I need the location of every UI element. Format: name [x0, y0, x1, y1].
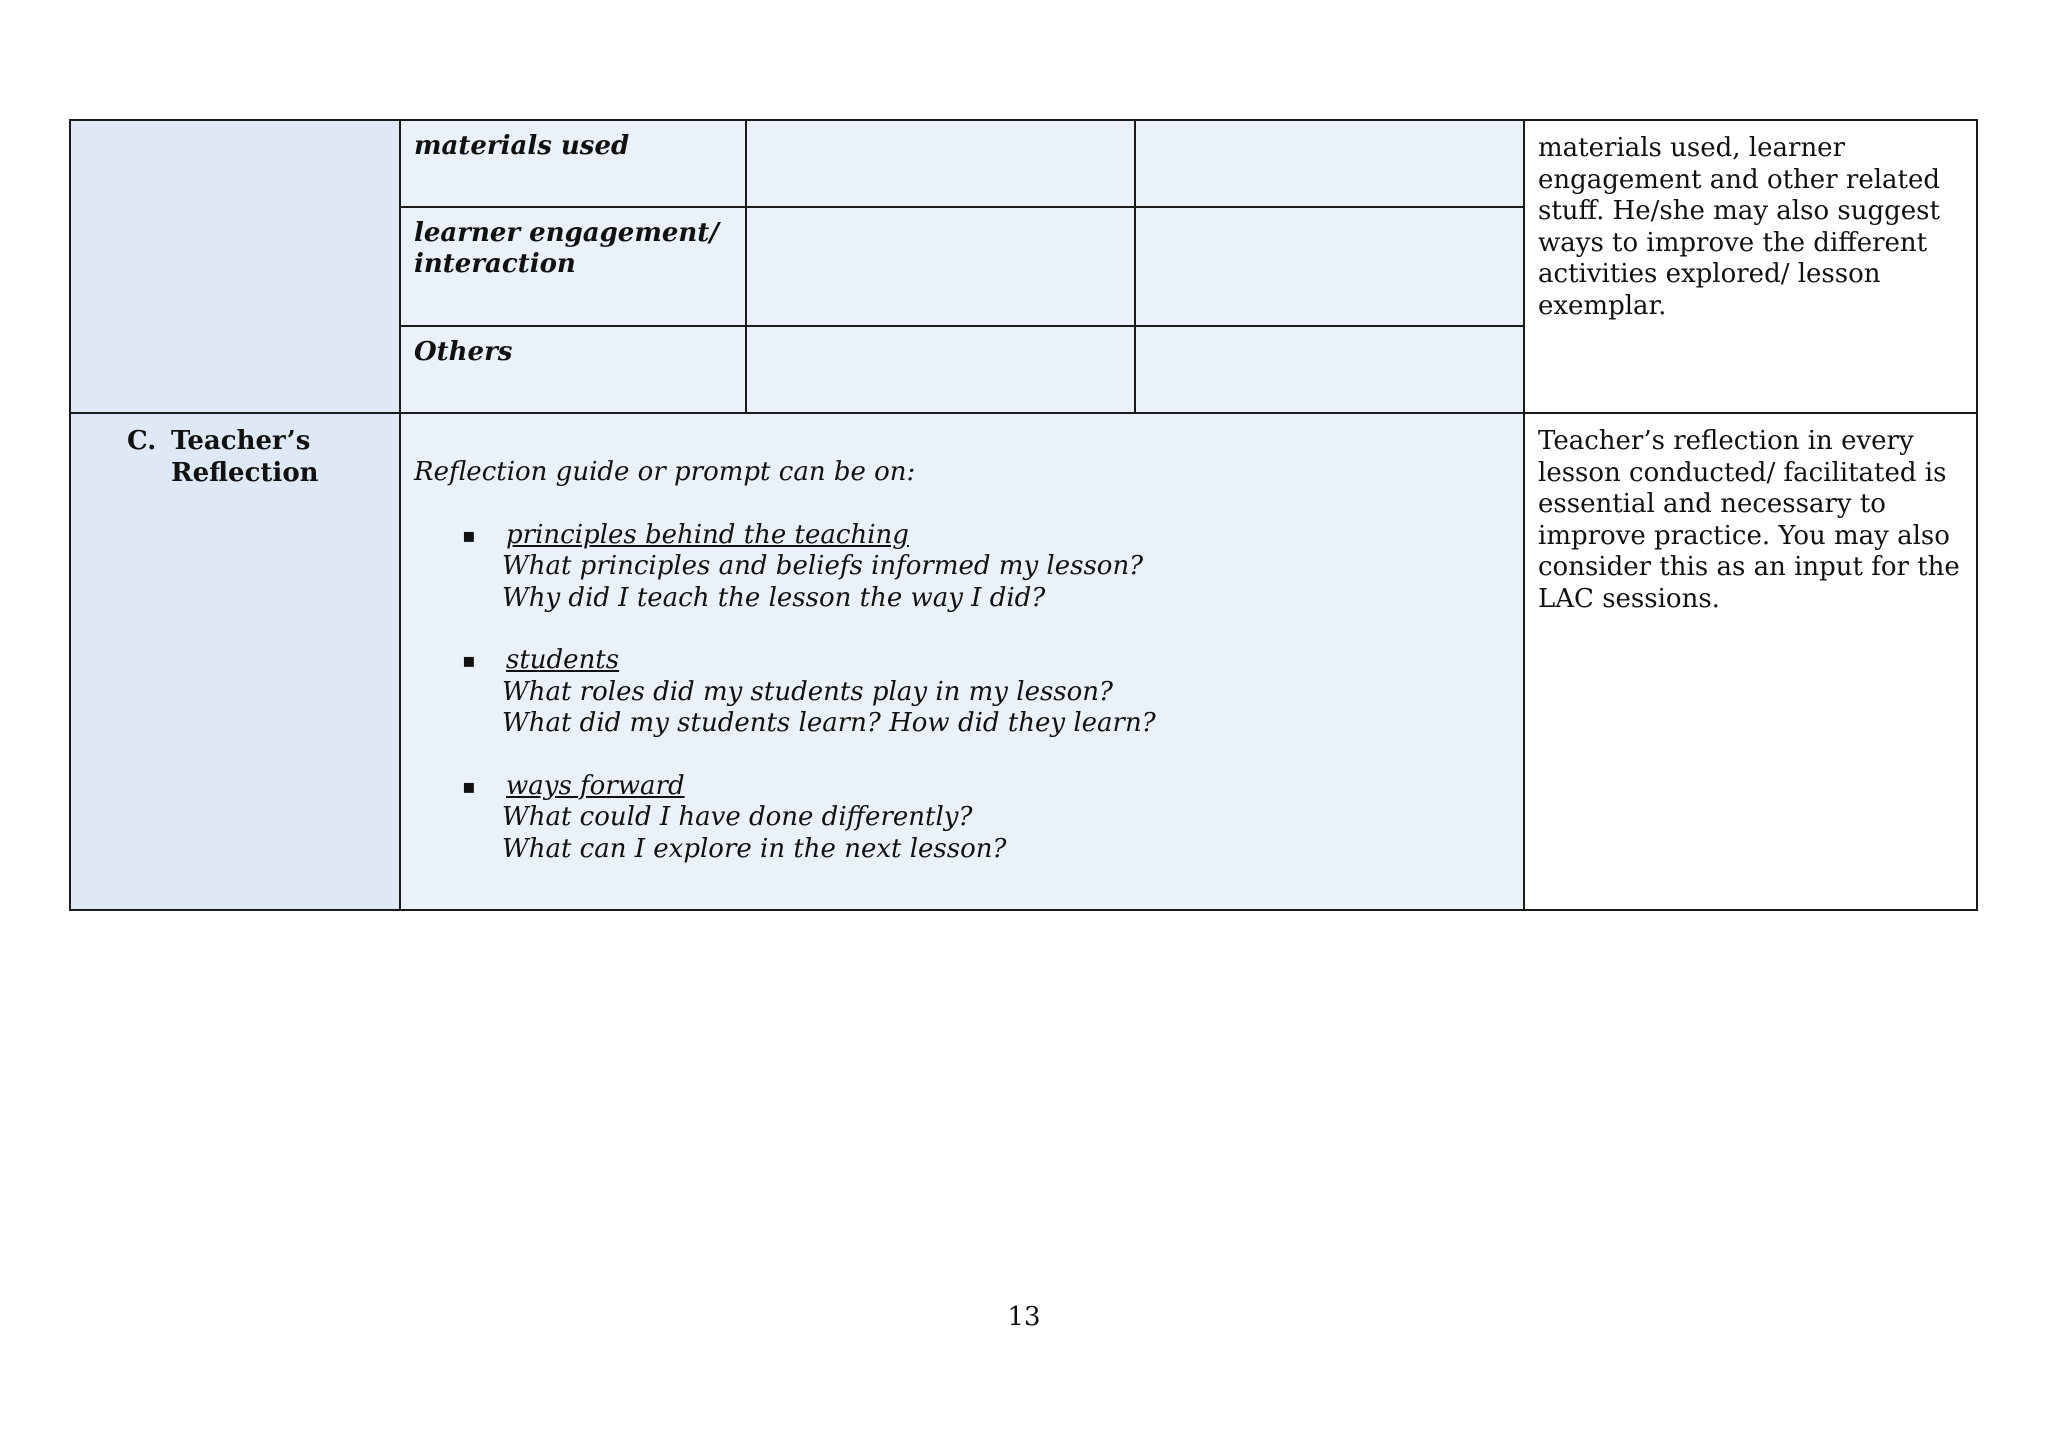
criterion-cell: [400, 120, 746, 207]
list-item: [414, 520, 1510, 615]
list-item: [414, 771, 1510, 866]
section-title: Teacher’s Reflection: [171, 426, 319, 488]
criteria-note: materials used, learner engagement and other related stuff. He/she may also suggest ways to improve the different activities explored/ lesson exemplar.: [1538, 133, 1940, 321]
note-cell: [1524, 413, 1977, 910]
reflection-guide: [401, 414, 1523, 865]
reflection-note: Teacher’s reflection in every lesson conducted/ facilitated is essential and necessary to improve practice. You may also consider this as an input for the LAC sessions.: [1538, 426, 1960, 614]
input-cell: [746, 120, 1135, 207]
bullet-topic: ways forward: [506, 770, 685, 801]
section-heading: [71, 414, 399, 489]
list-item: [414, 645, 1510, 740]
page-number: 13: [1007, 1302, 1041, 1332]
table-row: [70, 120, 1977, 207]
prompt-line: Why did I teach the lesson the way I did?: [502, 582, 1046, 613]
reflection-intro: Reflection guide or prompt can be on:: [414, 457, 916, 487]
input-cell: [1135, 326, 1524, 413]
table-row: [70, 413, 1977, 910]
input-cell: [1135, 120, 1524, 207]
prompt-line: What did my students learn? How did they learn?: [502, 708, 1156, 738]
lesson-plan-table: [69, 119, 1978, 911]
prompt-line: What principles and beliefs informed my lesson?: [502, 551, 1144, 581]
bullet-topic: principles behind the teaching: [506, 519, 909, 550]
criterion-cell: [400, 326, 746, 413]
prompt-line: What can I explore in the next lesson?: [502, 833, 1007, 864]
note-cell: [1524, 120, 1977, 413]
section-cell: [70, 413, 400, 910]
input-cell: [746, 207, 1135, 326]
criterion-cell: [400, 207, 746, 326]
section-cell-empty: [70, 120, 400, 413]
reflection-cell: [400, 413, 1524, 910]
prompt-line: What roles did my students play in my lesson?: [502, 676, 1113, 707]
input-cell: [1135, 207, 1524, 326]
criterion-label: Others: [414, 337, 513, 367]
section-letter: C.: [127, 426, 157, 456]
bullet-icon: ▪: [462, 773, 476, 798]
bullet-topic: students: [506, 645, 620, 675]
prompt-line: What could I have done differently?: [502, 802, 973, 832]
criterion-label: materials used: [414, 131, 630, 161]
criterion-label: learner engagement/ interaction: [414, 218, 719, 279]
input-cell: [746, 326, 1135, 413]
bullet-icon: ▪: [462, 648, 476, 672]
bullet-icon: ▪: [462, 522, 476, 547]
